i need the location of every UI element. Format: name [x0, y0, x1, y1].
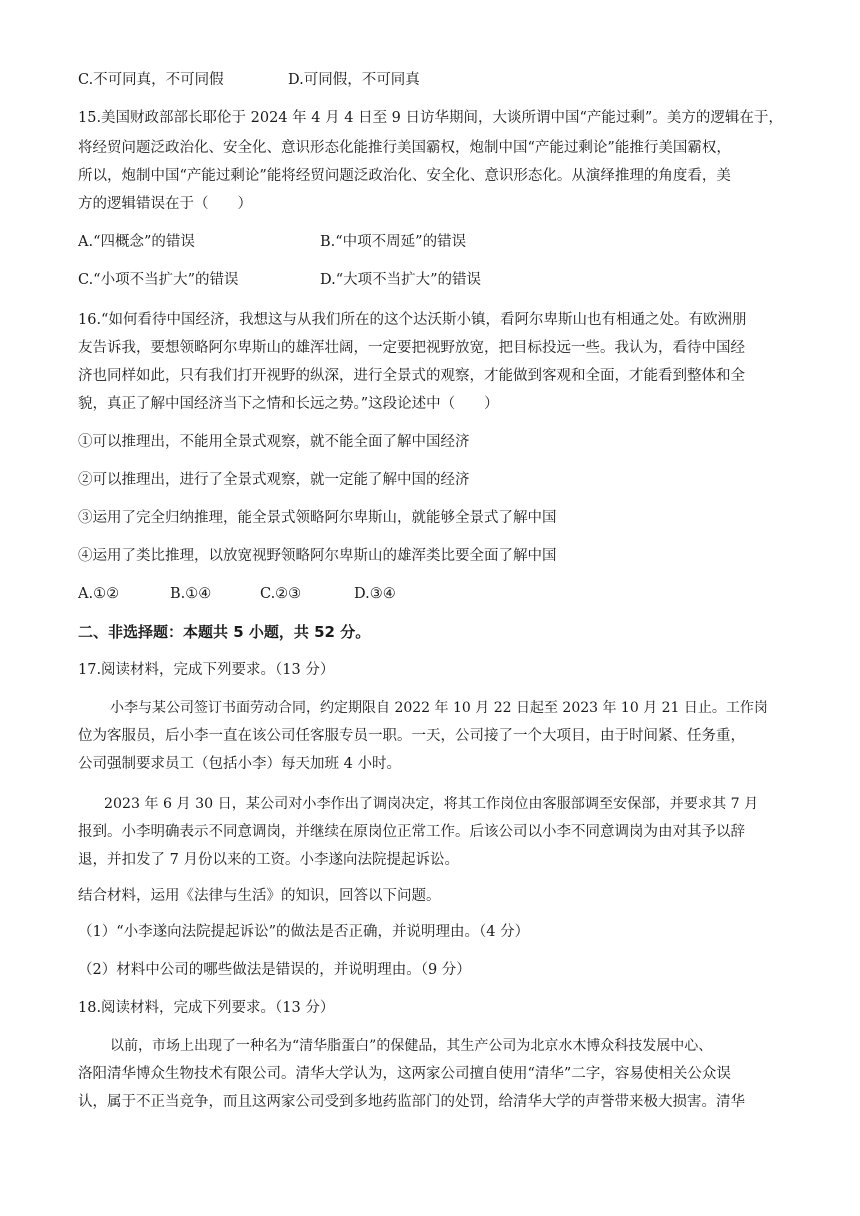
q16-statement-4: ④运用了类比推理，以放宽视野领略阿尔卑斯山的雄浑类比要全面了解中国	[78, 548, 557, 564]
q16-option-c: C.②③	[260, 586, 302, 602]
q15-option-b: B.“中项不周延”的错误	[320, 234, 467, 250]
q15-stem-line-4: 方的逻辑错误在于（ ）	[78, 196, 252, 212]
section-heading: 二、非选择题：本题共 5 小题，共 52 分。	[78, 623, 371, 641]
q16-option-d: D.③④	[354, 586, 396, 602]
q15-option-a: A.“四概念”的错误	[78, 234, 195, 250]
q17-subquestion-1: （1）“小李遂向法院提起诉讼”的做法是否正确，并说明理由。（4 分）	[78, 924, 530, 940]
q18-title: 18.阅读材料，完成下列要求。（13 分）	[78, 1000, 335, 1016]
q17-subquestion-2: （2）材料中公司的哪些做法是错误的，并说明理由。（9 分）	[78, 962, 471, 978]
q16-stem-line-3: 济也同样如此，只有我们打开视野的纵深，进行全景式的观察，才能做到客观和全面，才能看到整体和全	[78, 368, 745, 384]
q17-material-p1-line-3: 公司强制要求员工（包括小李）每天加班 4 小时。	[78, 756, 401, 772]
q16-option-b: B.①④	[170, 586, 212, 602]
q17-material-p2-line-2: 报到。小李明确表示不同意调岗，并继续在原岗位正常工作。后该公司以小李不同意调岗为由对其予以辞	[78, 824, 745, 840]
q17-material-p2-line-1: 2023 年 6 月 30 日，某公司对小李作出了调岗决定，将其工作岗位由客服部调至安保部，并要求其 7 月	[104, 796, 759, 812]
q17-material-p1-line-1: 小李与某公司签订书面劳动合同，约定期限自 2022 年 10 月 22 日起至 2023 年 10 月 21 日止。工作岗	[110, 700, 768, 716]
q15-stem-line-2: 将经贸问题泛政治化、安全化、意识形态化能推行美国霸权，炮制中国“产能过剩论”能推行美国霸权，	[78, 140, 731, 156]
q18-material-line-2: 洛阳清华博众生物技术有限公司。清华大学认为，这两家公司擅自使用“清华”二字，容易使相关公众误	[78, 1066, 731, 1082]
q16-statement-2: ②可以推理出，进行了全景式观察，就一定能了解中国的经济	[78, 472, 470, 488]
q15-option-d: D.“大项不当扩大”的错误	[320, 272, 482, 288]
q16-stem-line-1: 16.“如何看待中国经济，我想这与从我们所在的这个达沃斯小镇，看阿尔卑斯山也有相通之处。有欧洲朋	[78, 312, 747, 328]
q16-stem-line-2: 友告诉我，要想领略阿尔卑斯山的雄浑壮阔，一定要把视野放宽，把目标投远一些。我认为，看待中国经	[78, 340, 745, 356]
q16-statement-1: ①可以推理出，不能用全景式观察，就不能全面了解中国经济	[78, 434, 470, 450]
q14-option-d: D.可同假，不可同真	[288, 72, 420, 88]
q17-material-p2-line-3: 退，并扣发了 7 月份以来的工资。小李遂向法院提起诉讼。	[78, 852, 459, 868]
q17-instruction: 结合材料，运用《法律与生活》的知识，回答以下问题。	[78, 888, 441, 904]
q16-stem-line-4: 貌，真正了解中国经济当下之情和长远之势。”这段论述中（ ）	[78, 396, 499, 412]
q18-material-line-1: 以前，市场上出现了一种名为“清华脂蛋白”的保健品，其生产公司为北京水木博众科技发展中心、	[110, 1038, 713, 1054]
q18-material-line-3: 认，属于不正当竞争，而且这两家公司受到多地药监部门的处罚，给清华大学的声誉带来极大损害。清华	[78, 1094, 745, 1110]
q15-stem-line-3: 所以，炮制中国“产能过剩论”能将经贸问题泛政治化、安全化、意识形态化。从演绎推理的角度看，美	[78, 168, 731, 184]
q15-stem-line-1: 15.美国财政部部长耶伦于 2024 年 4 月 4 日至 9 日访华期间，大谈所谓中国“产能过剩”。美方的逻辑在于，	[78, 110, 783, 126]
q17-title: 17.阅读材料，完成下列要求。（13 分）	[78, 662, 335, 678]
q16-option-a: A.①②	[78, 586, 120, 602]
q16-statement-3: ③运用了完全归纳推理，能全景式领略阿尔卑斯山，就能够全景式了解中国	[78, 510, 557, 526]
q17-material-p1-line-2: 位为客服员，后小李一直在该公司任客服专员一职。一天，公司接了一个大项目，由于时间紧、任务重，	[78, 728, 745, 744]
q15-option-c: C.“小项不当扩大”的错误	[78, 272, 239, 288]
q14-option-c: C.不可同真，不可同假	[78, 72, 224, 88]
